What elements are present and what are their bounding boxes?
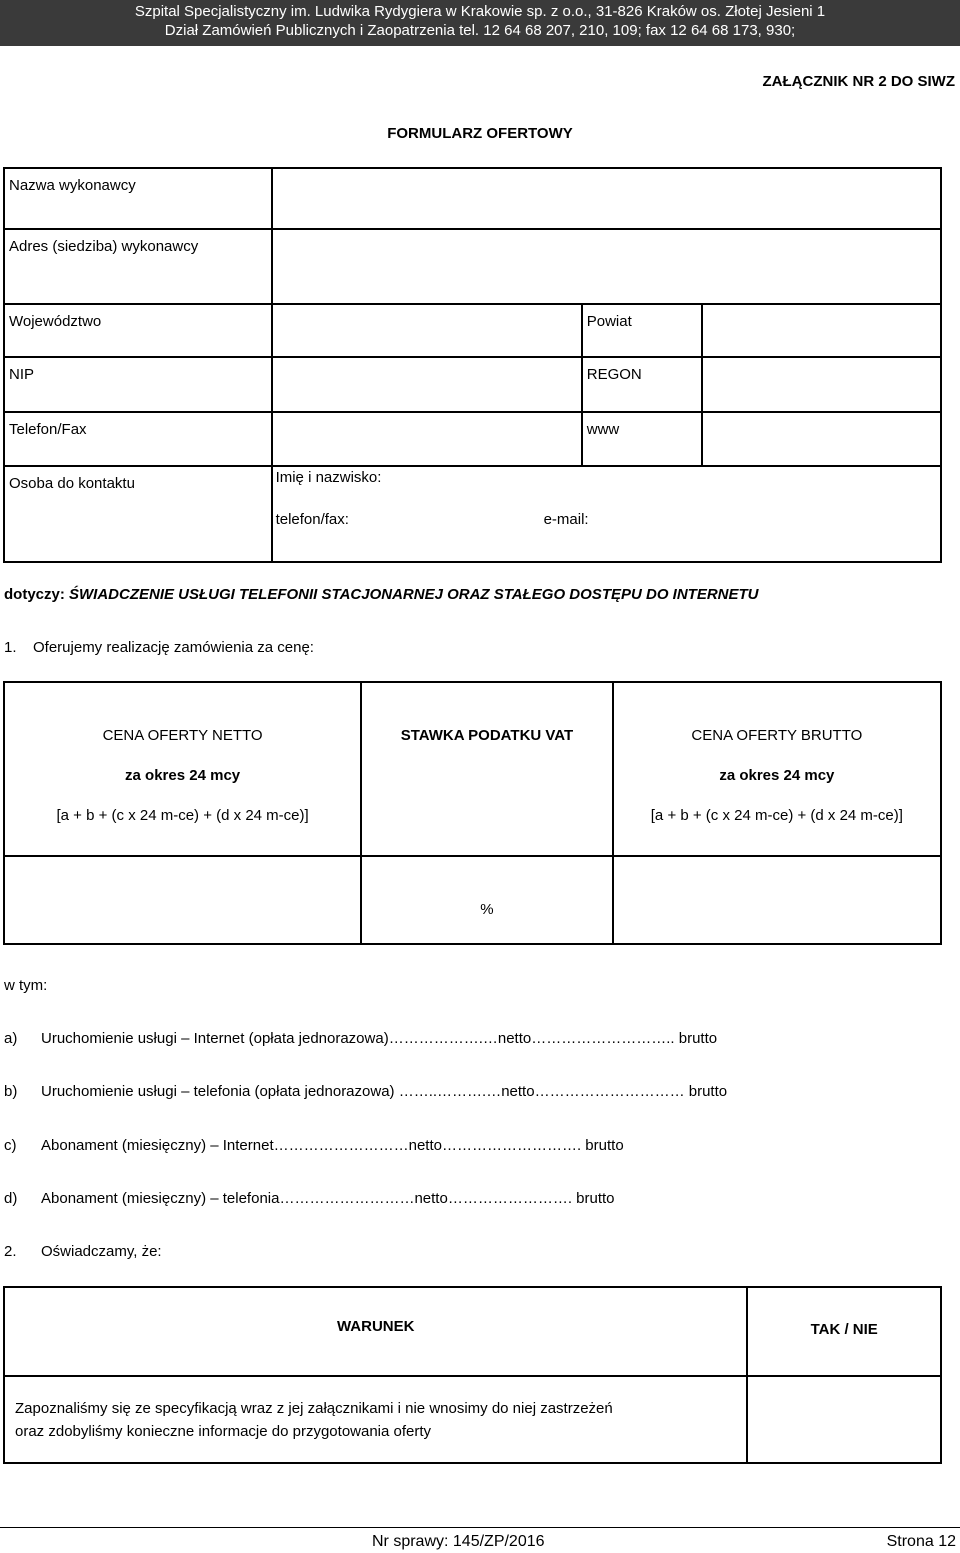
list-item-index: a) [4, 1030, 18, 1047]
county-label: Powiat [582, 304, 702, 357]
contact-name-label: Imię i nazwisko: [275, 469, 382, 486]
voivodeship-field[interactable] [272, 304, 582, 357]
yes-no-field[interactable] [747, 1376, 941, 1463]
subject-line [4, 586, 759, 603]
including-label: w tym: [4, 977, 48, 994]
section-2 [4, 1243, 162, 1260]
condition-text-line-2: oraz zdobyliśmy konieczne informacje do przygotowania oferty [15, 1423, 432, 1440]
subject-text: ŚWIADCZENIE USŁUGI TELEFONII STACJONARNEJ ORAZ STAŁEGO DOSTĘPU DO INTERNETU [69, 586, 759, 603]
contact-email-label: e-mail: [543, 511, 589, 528]
price-table [3, 681, 942, 945]
list-item-text: Abonament (miesięczny) – Internet………………………netto………………………. brutto [41, 1137, 624, 1154]
gross-price-field[interactable] [613, 856, 941, 944]
phone-fax-field[interactable] [272, 412, 582, 466]
nip-label: NIP [4, 357, 272, 412]
net-price-period: za okres 24 mcy [125, 767, 241, 784]
list-item-index: d) [4, 1190, 18, 1207]
phone-fax-label: Telefon/Fax [4, 412, 272, 466]
contractor-table [3, 167, 942, 563]
regon-field[interactable] [702, 357, 941, 412]
section-2-number: 2. [4, 1243, 17, 1260]
county-field[interactable] [702, 304, 941, 357]
header-line-1: Szpital Specjalistyczny im. Ludwika Rydygiera w Krakowie sp. z o.o., 31-826 Kraków os. Złotej Jesieni 1 [134, 3, 826, 20]
yes-no-header: TAK / NIE [747, 1287, 941, 1376]
list-item [4, 1137, 624, 1154]
page-header [0, 0, 960, 46]
form-title: FORMULARZ OFERTOWY [387, 125, 573, 142]
list-item-text: Abonament (miesięczny) – telefonia………………………netto……………………. brutto [41, 1190, 615, 1207]
list-item-index: b) [4, 1083, 18, 1100]
condition-cell [4, 1376, 747, 1463]
net-price-field[interactable] [4, 856, 361, 944]
contractor-address-field[interactable] [272, 229, 941, 304]
conditions-table [3, 1286, 942, 1464]
list-item-text: Uruchomienie usługi – Internet (opłata jednorazowa)……………….…netto……………………….. brutto [41, 1030, 718, 1047]
net-price-formula: [a + b + (c x 24 m-ce) + (d x 24 m-ce)] [56, 807, 309, 824]
contact-phone-label: telefon/fax: [275, 511, 349, 528]
net-price-header [4, 682, 361, 856]
list-item-index: c) [4, 1137, 17, 1154]
contractor-name-field[interactable] [272, 168, 941, 229]
condition-header: WARUNEK [4, 1287, 747, 1376]
section-1-text: Oferujemy realizację zamówienia za cenę: [33, 639, 314, 656]
section-1 [4, 639, 314, 656]
section-2-text: Oświadczamy, że: [41, 1243, 162, 1260]
list-item-text: Uruchomienie usługi – telefonia (opłata jednorazowa) ……..……….…netto………………………… brutto [41, 1083, 728, 1100]
gross-price-header [613, 682, 941, 856]
list-item [4, 1083, 727, 1100]
list-item [4, 1190, 615, 1207]
contact-person-field[interactable] [272, 466, 941, 562]
subject-prefix: dotyczy: [4, 586, 70, 603]
attachment-title: ZAŁĄCZNIK NR 2 DO SIWZ [762, 73, 955, 90]
vat-rate-header: STAWKA PODATKU VAT [361, 682, 613, 856]
contractor-name-label: Nazwa wykonawcy [4, 168, 272, 229]
vat-rate-field[interactable] [361, 856, 613, 944]
regon-label: REGON [582, 357, 702, 412]
net-price-title: CENA OFERTY NETTO [102, 727, 263, 744]
case-number: Nr sprawy: 145/ZP/2016 [372, 1533, 545, 1550]
contact-person-label: Osoba do kontaktu [4, 466, 272, 562]
www-field[interactable] [702, 412, 941, 466]
footer-divider [0, 1527, 960, 1528]
section-1-number: 1. [4, 639, 17, 656]
nip-field[interactable] [272, 357, 582, 412]
voivodeship-label: Województwo [4, 304, 272, 357]
list-item [4, 1030, 717, 1047]
percent-sign: % [480, 901, 494, 918]
header-line-2: Dział Zamówień Publicznych i Zaopatrzenia tel. 12 64 68 207, 210, 109; fax 12 64 68 173, 930; [164, 22, 796, 39]
gross-price-period: za okres 24 mcy [719, 767, 835, 784]
page-number: Strona 12 [886, 1533, 956, 1550]
condition-text-line-1: Zapoznaliśmy się ze specyfikacją wraz z jej załącznikami i nie wnosimy do niej zastrzeżeń [15, 1400, 613, 1417]
gross-price-formula: [a + b + (c x 24 m-ce) + (d x 24 m-ce)] [650, 807, 903, 824]
contractor-address-label: Adres (siedziba) wykonawcy [4, 229, 272, 304]
gross-price-title: CENA OFERTY BRUTTO [691, 727, 863, 744]
www-label: www [582, 412, 702, 466]
